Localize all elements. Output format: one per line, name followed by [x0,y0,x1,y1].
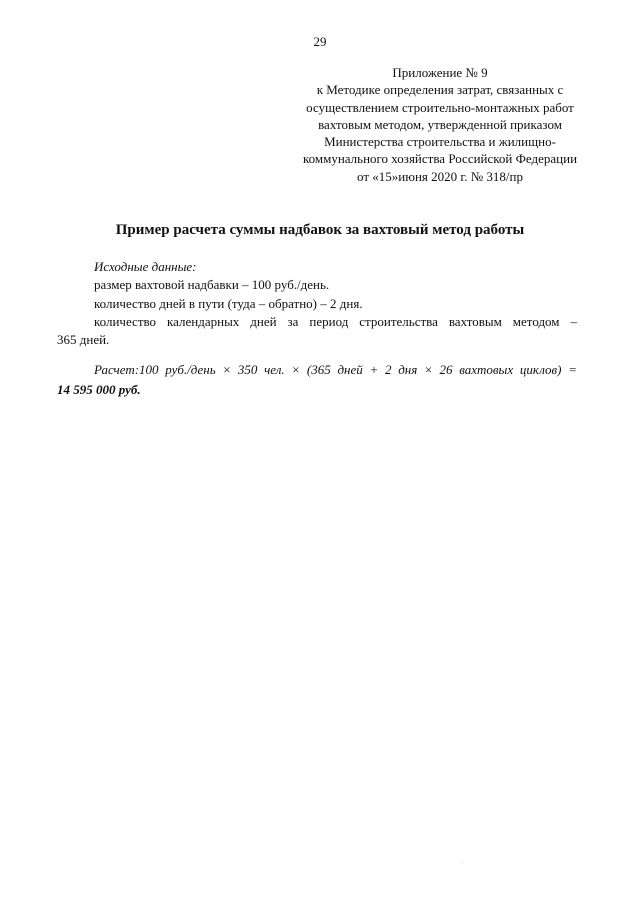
allowance-rate-line: размер вахтовой надбавки – 100 руб./день. [94,277,330,293]
appendix-line: осуществлением строительно-монтажных работ [306,99,574,115]
document-title: Пример расчета суммы надбавок за вахтовый метод работы [115,222,525,238]
appendix-date-line: от «15»июня 2020 г. № 318/пр [357,168,523,184]
calculation-formula: Расчет:100 руб./день × 350 чел. × (365 дней + 2 дня × 26 вахтовых циклов) = [94,362,577,377]
appendix-title: Приложение № 9 [392,65,488,80]
calculation-result: 14 595 000 руб. [57,382,141,397]
source-data-heading: Исходные данные: [94,259,197,274]
appendix-header [280,64,600,185]
source-data-section [57,258,577,349]
appendix-line: вахтовым методом, утвержденной приказом [318,116,562,132]
appendix-line: Министерства строительства и жилищно- [324,134,556,150]
construction-days-line: количество календарных дней за период строительства вахтовым методом – [94,313,577,329]
appendix-line: к Методике определения затрат, связанных с [316,82,564,98]
construction-days-continuation: 365 дней. [57,332,110,348]
calculation-section [57,360,577,400]
appendix-line: коммунального хозяйства Российской Федерации [302,151,578,167]
travel-days-line: количество дней в пути (туда – обратно) – 2 дня. [94,295,363,311]
page-number: 29 [313,34,327,49]
scan-speck [462,862,463,863]
